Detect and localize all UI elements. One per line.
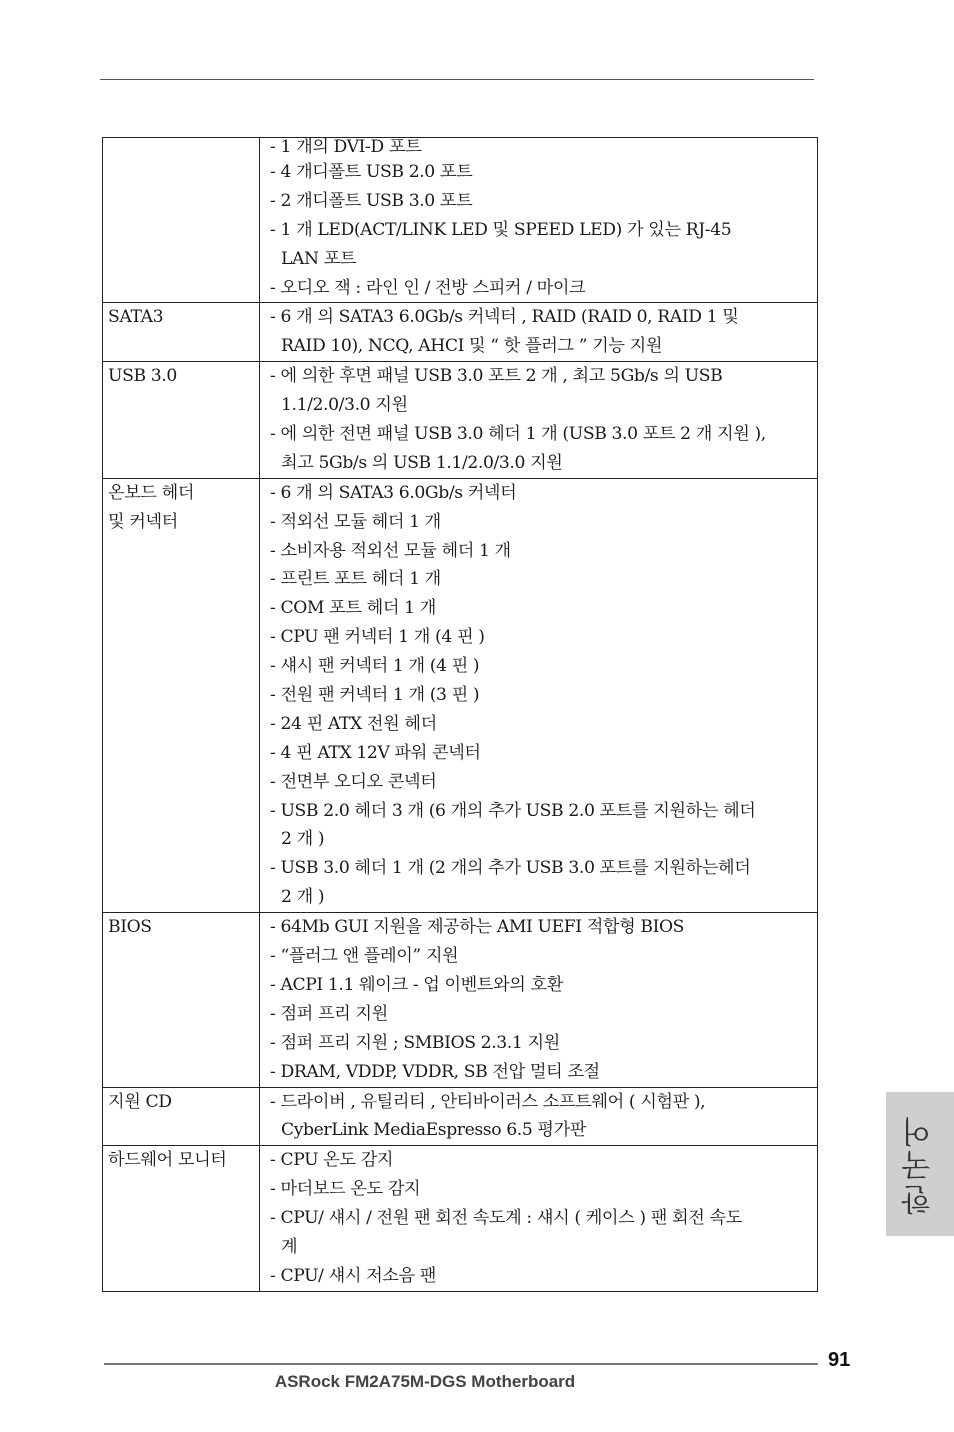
spec-label: USB 3.0 xyxy=(108,366,177,387)
spec-label-cell xyxy=(103,138,260,303)
spec-item: - COM 포트 헤더 1 개 xyxy=(270,598,436,619)
footer-title: ASRock FM2A75M-DGS Motherboard xyxy=(274,1372,576,1391)
spec-label-cell xyxy=(103,303,260,362)
spec-item: - 에 의한 전면 패널 USB 3.0 헤더 1 개 (USB 3.0 포트 2 개 지원 ), xyxy=(270,424,766,445)
spec-row xyxy=(103,1087,818,1146)
spec-item: - 2 개디폴트 USB 3.0 포트 xyxy=(270,190,473,211)
spec-label: 하드웨어 모니터 xyxy=(108,1150,227,1171)
spec-label: 온보드 헤더 xyxy=(108,482,195,503)
spec-item: - 프린트 포트 헤더 1 개 xyxy=(270,569,441,590)
footer-title-wrap xyxy=(104,1372,854,1392)
spec-item: RAID 10), NCQ, AHCI 및 “ 핫 플러그 ” 기능 지원 xyxy=(281,336,663,357)
spec-label: BIOS xyxy=(108,917,152,938)
spec-items-cell xyxy=(260,1146,818,1291)
spec-items-cell xyxy=(260,478,818,912)
spec-label-cell xyxy=(103,1146,260,1291)
language-tab xyxy=(886,1092,954,1236)
spec-item: - ACPI 1.1 웨이크 - 업 이벤트와의 호환 xyxy=(270,974,563,995)
spec-item: - 1 개 LED(ACT/LINK LED 및 SPEED LED) 가 있는 RJ-45 xyxy=(270,219,732,240)
spec-label-cell xyxy=(103,478,260,912)
spec-item: - “플러그 앤 플레이” 지원 xyxy=(270,946,459,967)
spec-row xyxy=(103,138,818,303)
spec-item: 2 개 ) xyxy=(281,829,325,850)
spec-items-cell xyxy=(260,913,818,1087)
spec-item: - 점퍼 프리 지원 ; SMBIOS 2.3.1 지원 xyxy=(270,1032,560,1053)
spec-item: - USB 3.0 헤더 1 개 (2 개의 추가 USB 3.0 포트를 지원하는헤더 xyxy=(270,858,751,879)
spec-items-cell xyxy=(260,303,818,362)
spec-item: - 1 개의 DVI-D 포트 xyxy=(270,137,422,157)
spec-item: - 마더보드 온도 감지 xyxy=(270,1179,421,1200)
spec-items-cell xyxy=(260,1087,818,1146)
spec-row xyxy=(103,913,818,1087)
spec-item: CyberLink MediaEspresso 6.5 평가판 xyxy=(281,1120,587,1141)
spec-item: - CPU 온도 감지 xyxy=(270,1150,394,1171)
spec-item: - 섀시 팬 커넥터 1 개 (4 핀 ) xyxy=(270,656,480,677)
spec-item: 계 xyxy=(281,1236,298,1257)
spec-row xyxy=(103,303,818,362)
header-rule xyxy=(100,79,814,80)
spec-item: 2 개 ) xyxy=(281,887,325,908)
spec-label: 및 커넥터 xyxy=(108,511,178,532)
spec-item: - 에 의한 후면 패널 USB 3.0 포트 2 개 , 최고 5Gb/s 의 USB xyxy=(270,366,723,387)
spec-item: - 오디오 잭 : 라인 인 / 전방 스피커 / 마이크 xyxy=(270,277,586,298)
spec-label: SATA3 xyxy=(108,307,164,328)
spec-label-cell xyxy=(103,1087,260,1146)
language-tab-label: 한국어 xyxy=(902,1113,937,1215)
spec-table-body xyxy=(103,138,818,1292)
spec-item: LAN 포트 xyxy=(281,248,357,269)
page-number: 91 xyxy=(828,1349,851,1371)
spec-item: - DRAM, VDDP, VDDR, SB 전압 멀티 조절 xyxy=(270,1061,600,1082)
spec-row xyxy=(103,1146,818,1291)
spec-item: 최고 5Gb/s 의 USB 1.1/2.0/3.0 지원 xyxy=(281,452,563,473)
spec-row xyxy=(103,362,818,479)
spec-item: - 전면부 오디오 콘넥터 xyxy=(270,771,437,792)
spec-item: - CPU/ 섀시 저소음 팬 xyxy=(270,1265,436,1286)
spec-table xyxy=(102,137,818,1292)
spec-label: 지원 CD xyxy=(108,1091,172,1112)
spec-item: - CPU 팬 커넥터 1 개 (4 핀 ) xyxy=(270,627,485,648)
spec-items-cell xyxy=(260,138,818,303)
spec-item: - 적외선 모듈 헤더 1 개 xyxy=(270,511,441,532)
spec-item: - CPU/ 섀시 / 전원 팬 회전 속도계 : 섀시 ( 케이스 ) 팬 회전 속도 xyxy=(270,1208,742,1229)
spec-item: - 전원 팬 커넥터 1 개 (3 핀 ) xyxy=(270,685,480,706)
footer-rule xyxy=(104,1363,818,1365)
spec-label-cell xyxy=(103,362,260,479)
spec-item: - 점퍼 프리 지원 xyxy=(270,1003,388,1024)
spec-item: - 64Mb GUI 지원을 제공하는 AMI UEFI 적합형 BIOS xyxy=(270,917,685,938)
spec-items-cell xyxy=(260,362,818,479)
spec-item: - 24 핀 ATX 전원 헤더 xyxy=(270,713,437,734)
spec-item: - 6 개 의 SATA3 6.0Gb/s 커넥터 xyxy=(270,482,517,503)
spec-row xyxy=(103,478,818,912)
spec-item: 1.1/2.0/3.0 지원 xyxy=(281,395,408,416)
spec-item: - 4 핀 ATX 12V 파워 콘넥터 xyxy=(270,742,481,763)
spec-label-cell xyxy=(103,913,260,1087)
spec-item: - USB 2.0 헤더 3 개 (6 개의 추가 USB 2.0 포트를 지원하는 헤더 xyxy=(270,800,756,821)
spec-item: - 드라이버 , 유틸리티 , 안티바이러스 소프트웨어 ( 시험판 ), xyxy=(270,1091,706,1112)
spec-item: - 6 개 의 SATA3 6.0Gb/s 커넥터 , RAID (RAID 0, RAID 1 및 xyxy=(270,307,739,328)
spec-item: - 4 개디폴트 USB 2.0 포트 xyxy=(270,162,473,182)
spec-item: - 소비자용 적외선 모듈 헤더 1 개 xyxy=(270,540,511,561)
